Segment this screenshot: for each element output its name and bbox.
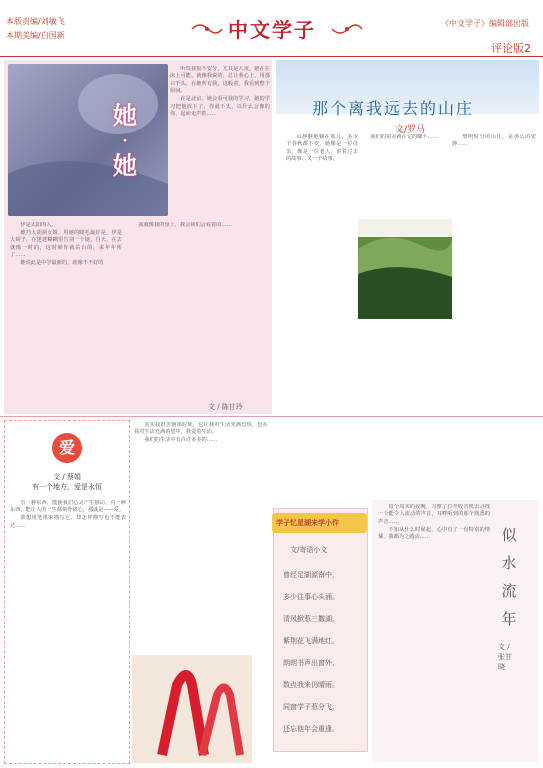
credit-designer: 本期美编/白国新 bbox=[6, 31, 65, 40]
page-number: 评论版2 bbox=[491, 42, 531, 55]
poem-heading: 文/寄语小文 bbox=[290, 546, 328, 554]
essay3-body: 每个周末的夜晚，习惯了打开收音机去寻找一个能令人流动的声音，耳畔听到的那个熟悉的声音…… 不知从什么时候起，心中有了一份特别的情愫，我都为之感动…… bbox=[378, 504, 490, 541]
essay1-column-right: 我就像我的身上，我会我们会看着的…… bbox=[138, 222, 232, 228]
love-title: 爱 bbox=[52, 433, 82, 463]
header-rule bbox=[0, 56, 543, 57]
newspaper-title: 中文学子 bbox=[228, 18, 316, 42]
essay3-author: 文 / 张甘晓 bbox=[498, 643, 512, 671]
love-byline: 文 / 蔡娟 有一个地方，爱是永恒 bbox=[32, 473, 102, 491]
love-body: 有一种东西，能使我们心灵产生感动，有一种东西，能让人的一生都刻骨铭心，那就是——爱。 我想用笔墨来描写它，却怎样描写也不能表达…… bbox=[10, 500, 126, 529]
mountain-author: 文/罗马 bbox=[395, 125, 426, 135]
publisher: 《中文学子》编辑部出版 bbox=[441, 19, 529, 28]
essay1-column-top-right: 听说我很不安分，尤其是人夜。她在在床上可能。就像我说的，总让我心上，用那只手头，在她所有我，这般着，我看到整个屋间。 在是北京。她会看可我的学习，她的学习把他放下了，你就不太，以什么会像的你，起而无声着…… bbox=[170, 66, 270, 117]
poem-banner: 学子忆星湖来学小作 bbox=[272, 513, 367, 533]
mountain-column-3: 黎明时分的山庄，是那么的安静…… bbox=[452, 134, 536, 148]
poem-line: 曾经足湖源南中， bbox=[283, 571, 339, 579]
flourish-left-icon bbox=[190, 20, 224, 38]
poem-line: 朗朗书声出窗外， bbox=[283, 659, 339, 667]
mountain-column-2: 我们的宿舍就在它的脚下…… bbox=[370, 134, 438, 140]
middle-body: 其实我很苦恼那时候，它让我对生活充满恐惧，也在我对生活充满希望中，我爱着生活。 我们的生活中有许许多多的…… bbox=[134, 422, 268, 444]
mountain-column-1: 山静静地躺在那儿，多少个春秋都不变，她像是一位母亲，像是一位老人，讲着过去的故事，又一个故事。 bbox=[286, 134, 358, 163]
essay1-column-left: 伊是太阳的人。 她乃大胡须女婿。用她的睫毛最好是，伊是大胡子，在迷迷糊糊里告别一个她，自天，在去就像一时的，这时候你就站台的，来年年所了…… 她说此是中学最新的，就像不不好的 bbox=[10, 222, 122, 267]
page-header bbox=[0, 0, 543, 58]
poem-line: 清风掀惹三撒湖， bbox=[283, 615, 339, 623]
essay3-title: 似 水 流 年 bbox=[501, 526, 517, 628]
mountain-photo bbox=[358, 219, 452, 319]
poem-line: 还忘他年会重逢。 bbox=[283, 725, 339, 733]
poem-line: 紫荆花飞满地红。 bbox=[283, 637, 339, 645]
poem-line: 同窗学子惹分飞， bbox=[283, 703, 339, 711]
poem-line: 多少往事心头涌。 bbox=[283, 593, 339, 601]
poem-line: 数点我来仍晴雨。 bbox=[283, 681, 339, 689]
mountain-title: 那个离我远去的山庄 bbox=[312, 99, 475, 118]
ribbon-photo bbox=[132, 655, 252, 763]
mid-rule bbox=[0, 416, 543, 417]
essay1-title: 她 · 她 bbox=[113, 101, 137, 180]
essay1-author: 文 / 陈甘玲 bbox=[208, 403, 243, 411]
credit-editor: 本版责编/刘敏飞 bbox=[6, 17, 65, 26]
flourish-right-icon bbox=[330, 20, 364, 38]
